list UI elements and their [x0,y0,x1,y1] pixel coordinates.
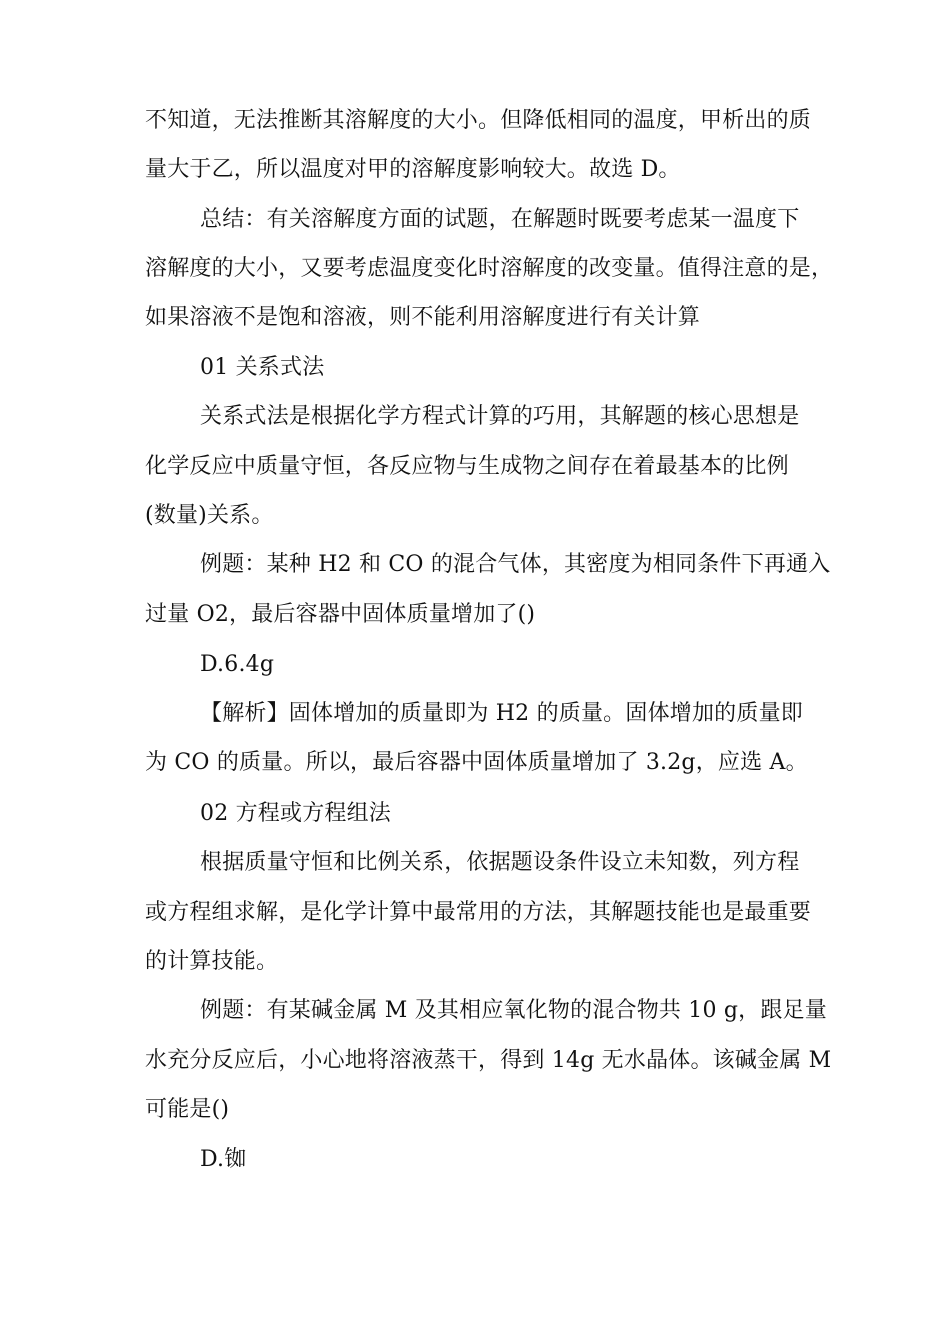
text-line: 量大于乙，所以温度对甲的溶解度影响较大。故选 D。 [145,157,681,182]
text-line: 过量 O2，最后容器中固体质量增加了() [145,602,536,627]
text-line: 化学反应中质量守恒，各反应物与生成物之间存在着最基本的比例 [145,454,789,479]
text-line: 可能是() [145,1097,230,1122]
text-line: 溶解度的大小，又要考虑温度变化时溶解度的改变量。值得注意的是， [145,256,834,281]
text-line: 水充分反应后，小心地将溶液蒸干，得到 14g 无水晶体。该碱金属 M [145,1048,832,1073]
text-line: 的计算技能。 [145,949,279,974]
text-line: 不知道，无法推断其溶解度的大小。但降低相同的温度，甲析出的质 [145,108,812,133]
text-line: (数量)关系。 [145,503,274,528]
section-heading: 02 方程或方程组法 [200,801,391,826]
answer-option: D.6.4g [200,652,275,677]
text-line: 或方程组求解，是化学计算中最常用的方法，其解题技能也是最重要 [145,900,812,925]
paragraph-start-line: 关系式法是根据化学方程式计算的巧用，其解题的核心思想是 [200,404,800,429]
paragraph-start-line: 根据质量守恒和比例关系，依据题设条件设立未知数，列方程 [200,850,800,875]
analysis-start-line: 【解析】固体增加的质量即为 H2 的质量。固体增加的质量即 [200,701,803,726]
section-heading: 01 关系式法 [200,355,325,380]
paragraph-start-line: 总结：有关溶解度方面的试题，在解题时既要考虑某一温度下 [200,207,800,232]
answer-option: D.铷 [200,1147,247,1172]
example-start-line: 例题：有某碱金属 M 及其相应氧化物的混合物共 10 g，跟足量 [200,998,827,1023]
text-line: 如果溶液不是饱和溶液，则不能利用溶解度进行有关计算 [145,305,701,330]
text-line: 为 CO 的质量。所以，最后容器中固体质量增加了 3.2g，应选 A。 [145,750,808,775]
example-start-line: 例题：某种 H2 和 CO 的混合气体，其密度为相同条件下再通入 [200,552,831,577]
